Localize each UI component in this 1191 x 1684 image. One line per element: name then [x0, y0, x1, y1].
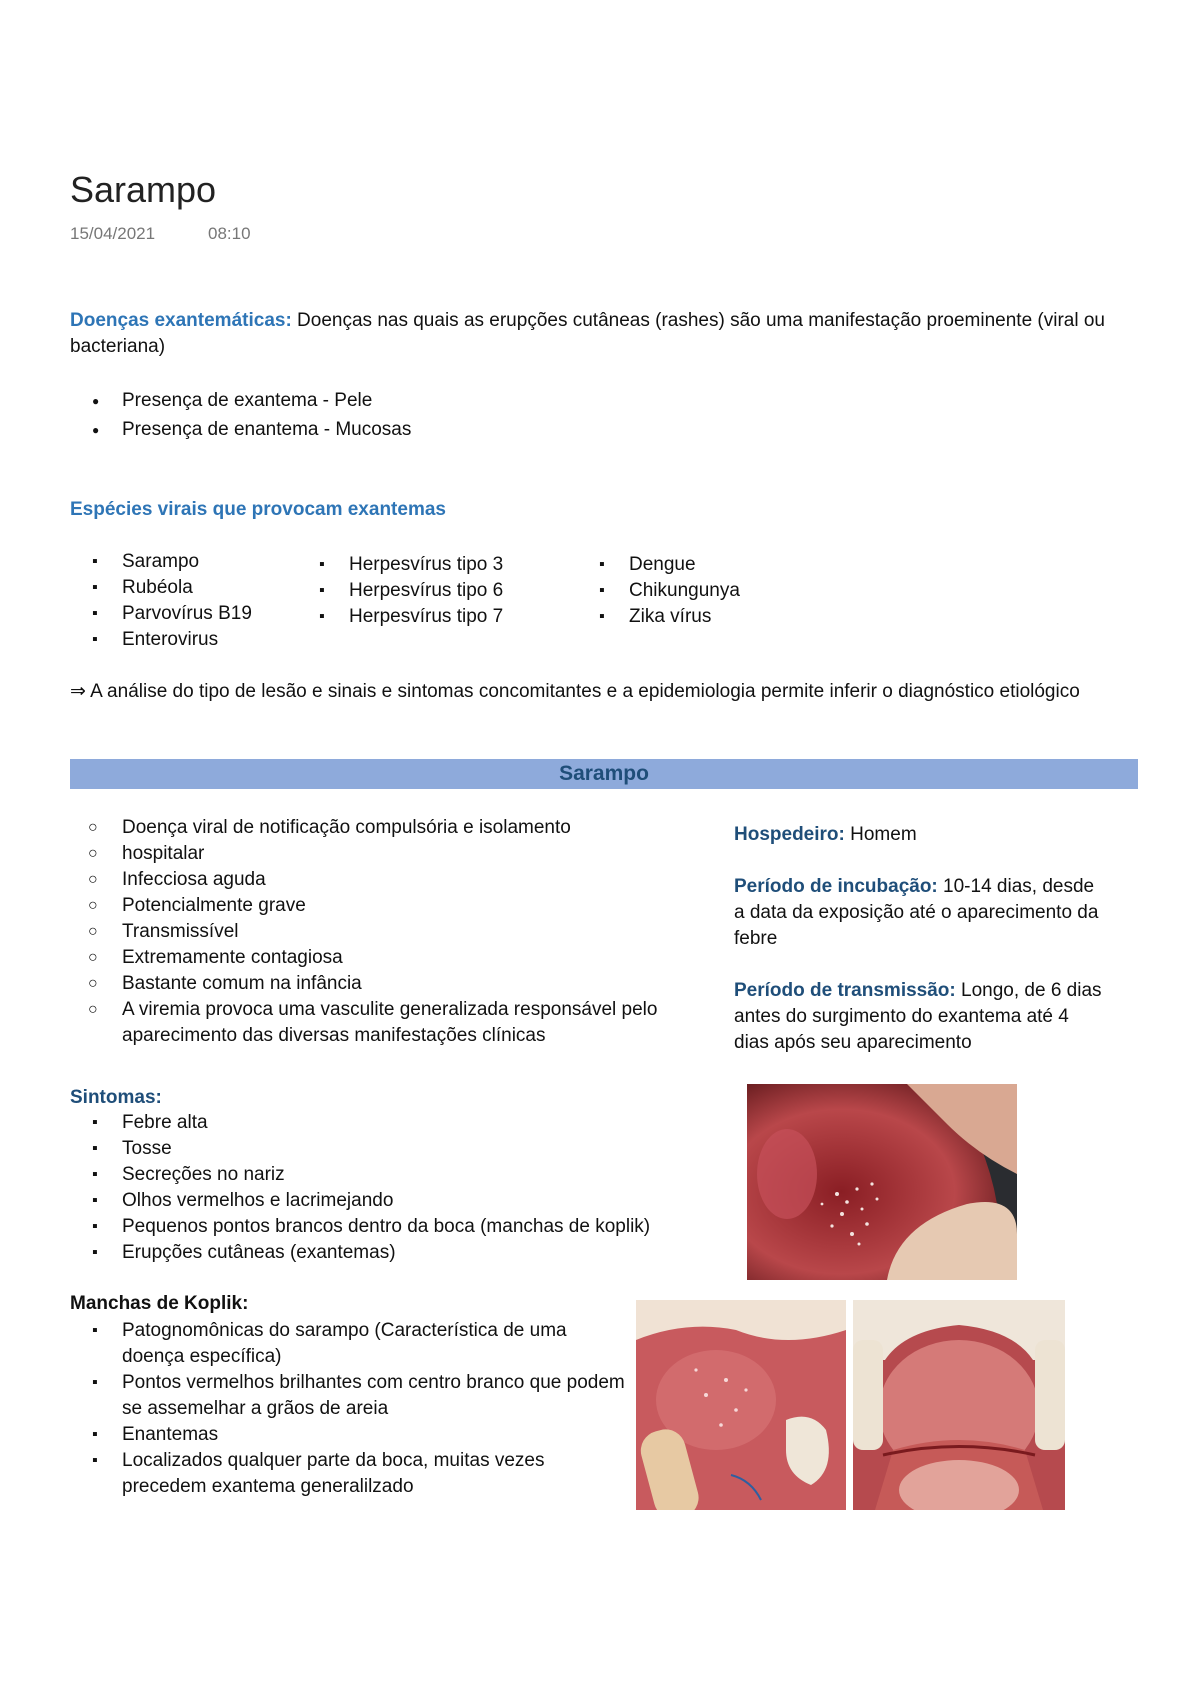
- info-incubacao: [734, 874, 1104, 952]
- features-list: [70, 815, 690, 1049]
- list-item: ▪ Secreções no nariz: [70, 1162, 650, 1188]
- list-item: ○ Transmissível: [70, 919, 690, 945]
- conclusion-text: ⇒ A análise do tipo de lesão e sinais e sintomas concomitantes e a epidemiologia permite inferir o diagnóstico etiológico: [70, 681, 1080, 702]
- list-item: ▪ Dengue: [577, 552, 740, 578]
- mouth-photo-2: [636, 1300, 846, 1510]
- intro-bullets: [70, 388, 411, 446]
- koplik-list: [70, 1318, 630, 1500]
- intro-label: Doenças exantemáticas:: [70, 310, 292, 331]
- list-item: ▪ Herpesvírus tipo 6: [297, 578, 503, 604]
- hospedeiro-text: Homem: [844, 824, 917, 845]
- list-item: ▪ Parvovírus B19: [70, 601, 252, 627]
- list-item: ▪ Erupções cutâneas (exantemas): [70, 1240, 650, 1266]
- list-item: ▪ Pontos vermelhos brilhantes com centro branco que podem se assemelhar a grãos de areia: [70, 1370, 630, 1422]
- info-hospedeiro: [734, 822, 1104, 848]
- mouth-photo-3: [853, 1300, 1065, 1510]
- species-column-1: [70, 549, 252, 653]
- list-item: ○ hospitalar: [70, 841, 690, 867]
- mouth-photo-1: [747, 1084, 1017, 1280]
- list-item: ▪ Localizados qualquer parte da boca, muitas vezes precedem exantema generalilzado: [70, 1448, 630, 1500]
- list-item: ▪ Enterovirus: [70, 627, 252, 653]
- list-item: ● Presença de enantema - Mucosas: [70, 417, 411, 446]
- species-column-3: [577, 552, 740, 630]
- list-item: ○ Doença viral de notificação compulsória e isolamento: [70, 815, 690, 841]
- list-item: ▪ Zika vírus: [577, 604, 740, 630]
- transmissao-label: Período de transmissão:: [734, 980, 956, 1001]
- incubacao-text: 10-14 dias, desde a data da exposição até o aparecimento da febre: [734, 876, 1099, 949]
- intro-paragraph: [70, 308, 1130, 360]
- species-column-2: [297, 552, 503, 630]
- list-item: ▪ Herpesvírus tipo 3: [297, 552, 503, 578]
- list-item: ▪ Tosse: [70, 1136, 650, 1162]
- list-item: ▪ Febre alta: [70, 1110, 650, 1136]
- intro-text: Doenças nas quais as erupções cutâneas (rashes) são uma manifestação proeminente (viral ou bacteriana): [70, 310, 1105, 357]
- species-heading: Espécies virais que provocam exantemas: [70, 499, 446, 520]
- list-item: ○ Bastante comum na infância: [70, 971, 690, 997]
- list-item: ▪ Herpesvírus tipo 7: [297, 604, 503, 630]
- list-item: ○ Infecciosa aguda: [70, 867, 690, 893]
- hospedeiro-label: Hospedeiro:: [734, 824, 845, 845]
- sintomas-heading: Sintomas:: [70, 1087, 162, 1108]
- transmissao-text: Longo, de 6 dias antes do surgimento do exantema até 4 dias após seu aparecimento: [734, 980, 1102, 1053]
- list-item: ▪ Pequenos pontos brancos dentro da boca (manchas de koplik): [70, 1214, 650, 1240]
- page-date: 15/04/2021: [70, 224, 156, 243]
- page-time: 08:10: [208, 224, 251, 243]
- list-item: ▪ Rubéola: [70, 575, 252, 601]
- list-item: ▪ Olhos vermelhos e lacrimejando: [70, 1188, 650, 1214]
- section-banner: Sarampo: [70, 759, 1138, 789]
- list-item: ▪ Patognomônicas do sarampo (Característica de uma doença específica): [70, 1318, 630, 1370]
- list-item: ● Presença de exantema - Pele: [70, 388, 411, 417]
- page-title: Sarampo: [70, 169, 217, 210]
- list-item: ○ Potencialmente grave: [70, 893, 690, 919]
- info-column: [734, 822, 1104, 1082]
- sintomas-list: [70, 1110, 650, 1266]
- info-transmissao: [734, 978, 1104, 1056]
- list-item: ○ Extremamente contagiosa: [70, 945, 690, 971]
- list-item: ▪ Chikungunya: [577, 578, 740, 604]
- list-item: ▪ Enantemas: [70, 1422, 630, 1448]
- list-item: ▪ Sarampo: [70, 549, 252, 575]
- incubacao-label: Período de incubação:: [734, 876, 938, 897]
- list-item: ○ A viremia provoca uma vasculite generalizada responsável pelo aparecimento das diversas manifestações clínicas: [70, 997, 690, 1049]
- koplik-heading: Manchas de Koplik:: [70, 1293, 249, 1314]
